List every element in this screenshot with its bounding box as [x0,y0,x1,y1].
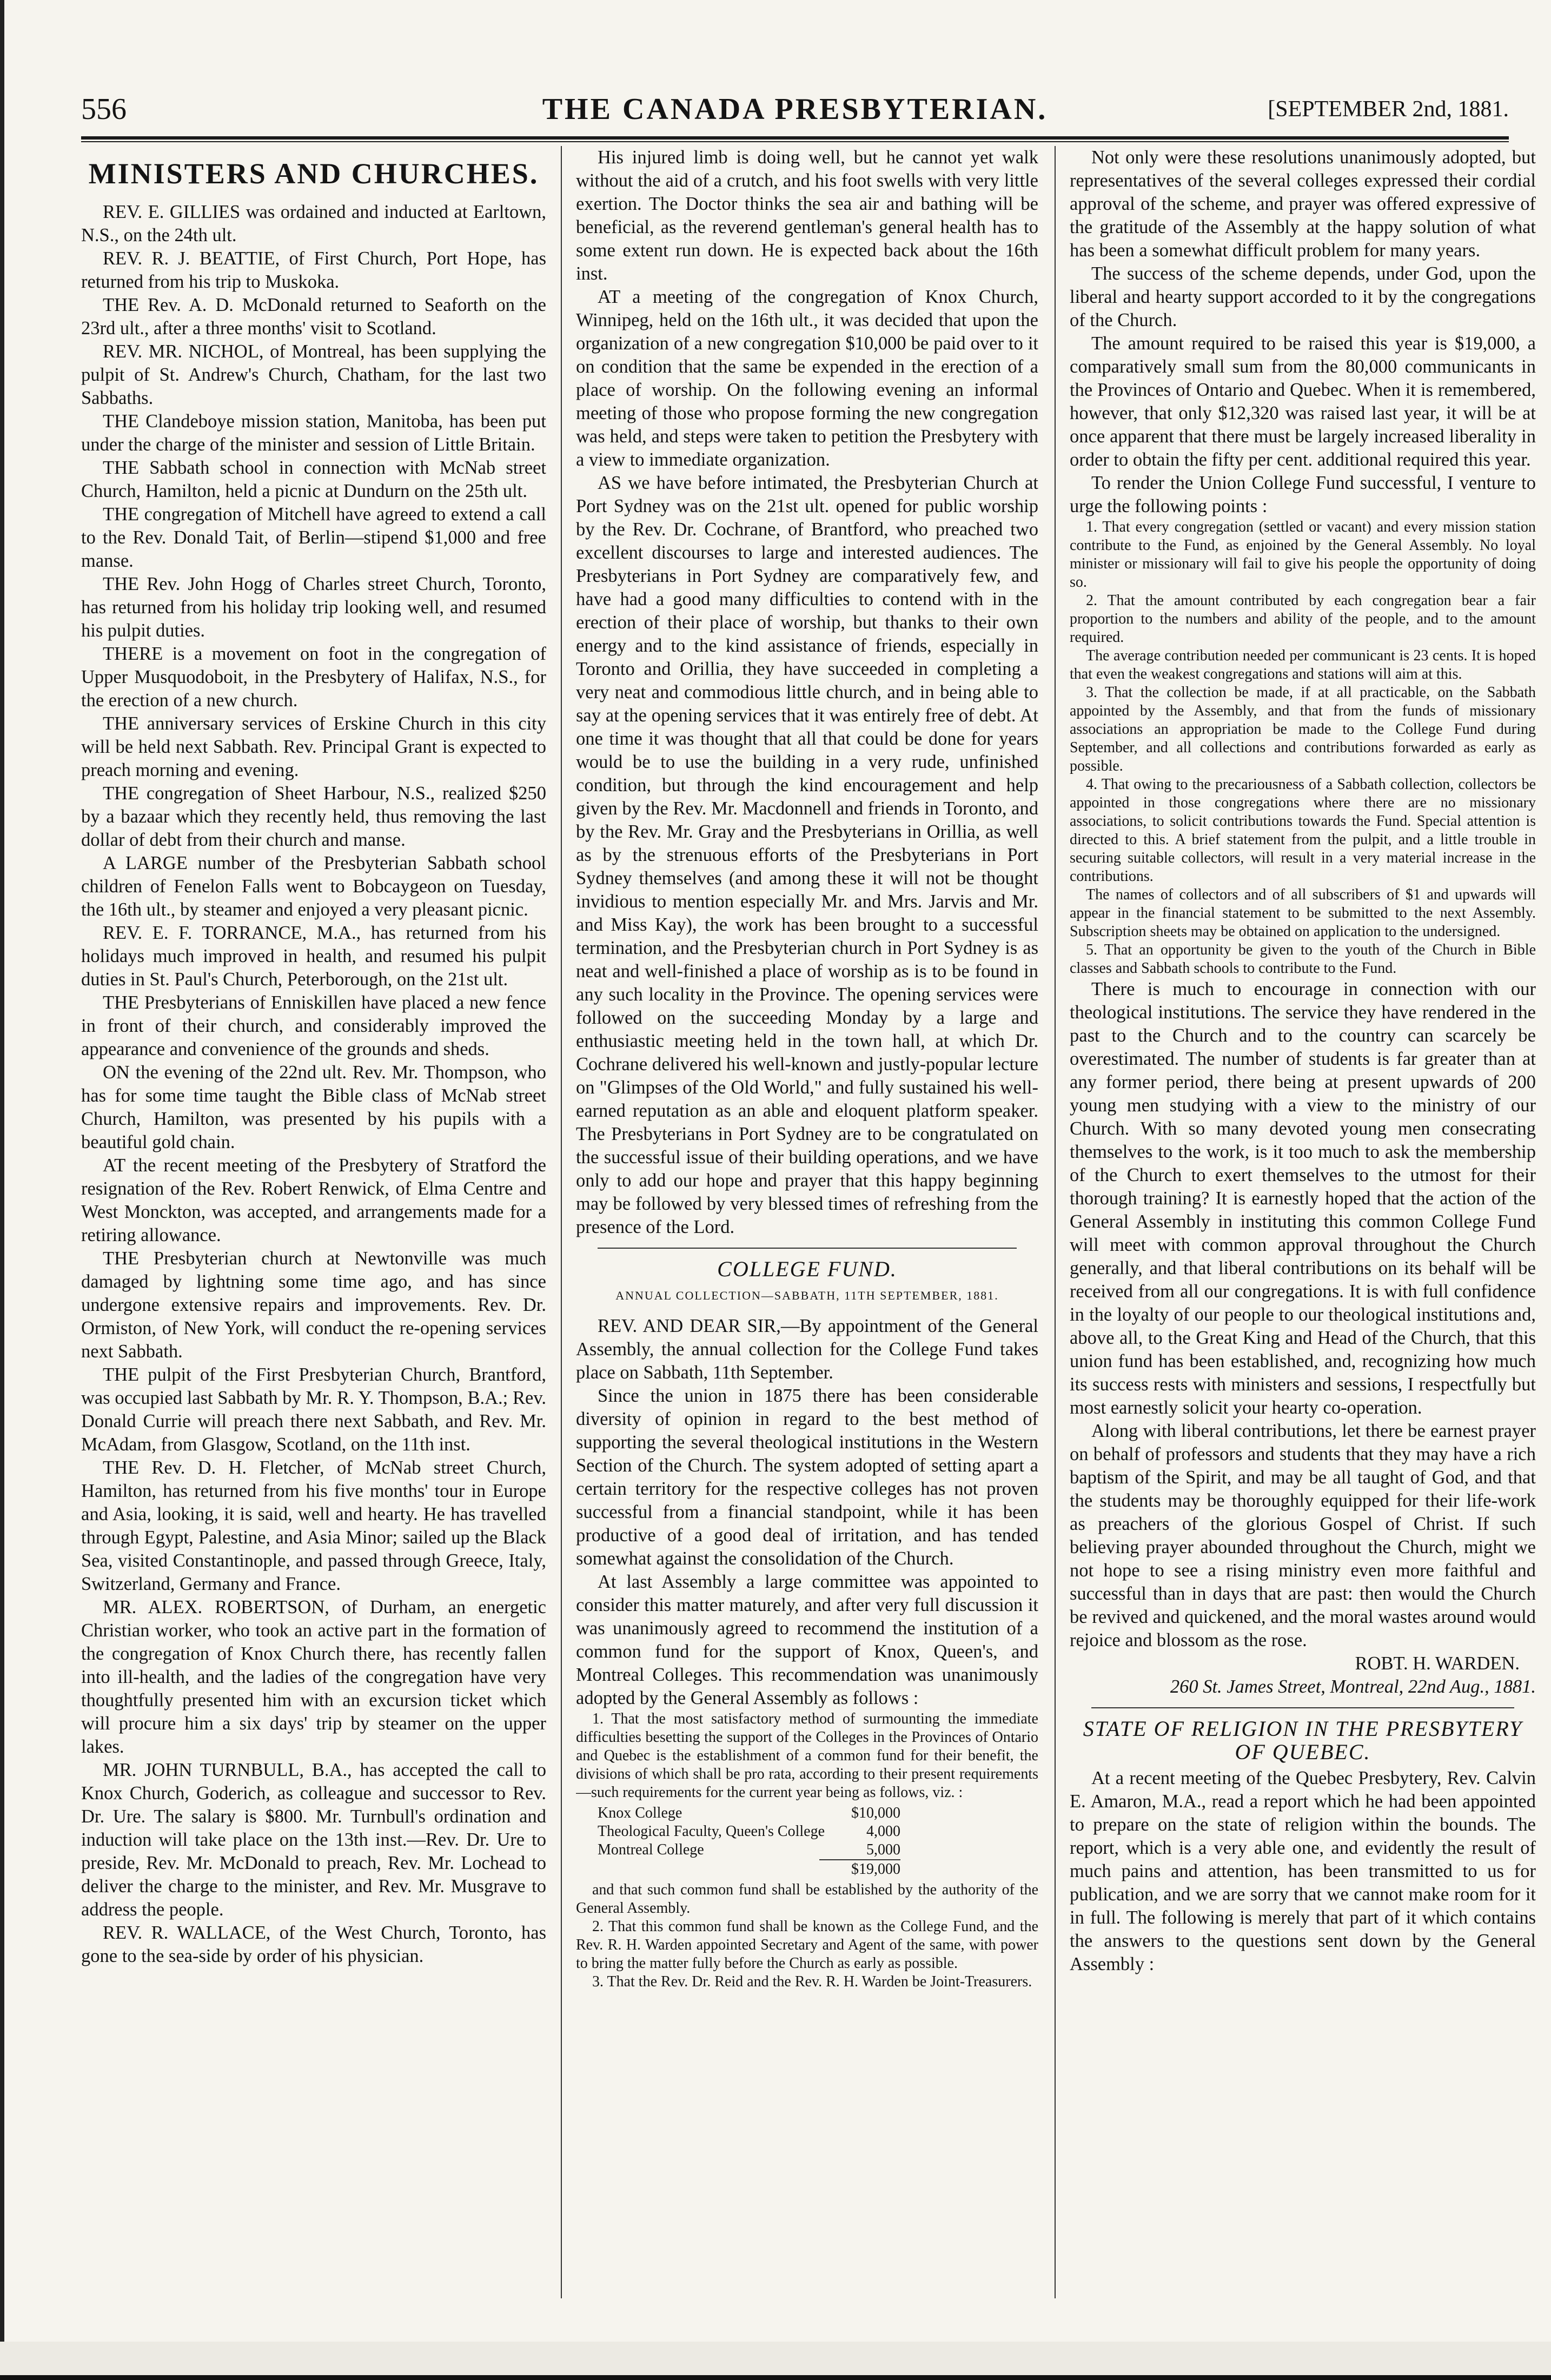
news-paragraph: ON the evening of the 22nd ult. Rev. Mr. Thompson, who has for some time taught the Bible class of McNab street Church, Hamilton, was presented by his pupils with a beautiful gold chain. [81,1062,546,1152]
fund-row-amount: 5,000 [866,1841,900,1858]
fund-appeal-closing [1070,978,1536,1652]
news-paragraph: THE Presbyterian church at Newtonville was much damaged by lightning some time ago, and has since undergone extensive repairs and improvements. Rev. Dr. Ormiston, of New York, will conduct the re-opening services next Sabbath. [81,1248,546,1362]
resolutions [576,1710,1038,1991]
scan-edge-left [0,0,4,2380]
letter-paragraph: Not only were these resolutions unanimously adopted, but representatives of the several colleges expressed their cordial approval of the scheme, and prayer was offered expressive of the gratitude of the Assembly at the happy solution of what has been a somewhat difficult problem for many years. [1070,147,1536,261]
fund-letter [576,1315,1038,1710]
column-divider [561,146,562,2298]
page-number: 556 [81,92,127,126]
scan-edge-bottom [0,2375,1551,2380]
resolution-3: 3. That the Rev. Dr. Reid and the Rev. R. H. Warden be Joint-Treasurers. [592,1973,1032,1990]
dateline: [SEPTEMBER 2nd, 1881. [1268,97,1509,122]
column-2 [576,146,1038,2298]
news-paragraph: His injured limb is doing well, but he cannot yet walk without the aid of a crutch, and his foot swells with very little exertion. The Doctor thinks the sea air and bathing will be beneficial, as the reverend gentleman's general health has to some extent run down. He is expected back about the 16th inst. [576,147,1038,284]
news-paragraph: THE Sabbath school in connection with McNab street Church, Hamilton, held a picnic at Dundurn on the 25th ult. [81,458,546,501]
news-paragraph: THE congregation of Sheet Harbour, N.S., realized $250 by a bazaar which they recently held, thus removing the last dollar of debt from their church and manse. [81,783,546,850]
news-paragraph: REV. R. J. BEATTIE, of First Church, Port Hope, has returned from his trip to Muskoka. [81,248,546,292]
fund-row-name: Knox College [598,1805,682,1821]
fund-row [598,1804,900,1822]
scan-margin-bottom [0,2342,1551,2380]
header-rule [81,136,1509,142]
letter-paragraph: There is much to encourage in connection with our theological institutions. The service they have rendered in the past to the Church and to the country can scarcely be overestimated. The number of students is far greater than at any former period, there being at present upwards of 200 young men studying with a view to the ministry of our Church. With so many devoted young men consecrating themselves to the work, is it too much to ask the membership of the Church to exert themselves to the utmost for their thorough training? It is earnestly hoped that the action of the General Assembly in instituting this common College Fund will meet with common approval throughout the Church generally, and that liberal contributions on its behalf will be received from all our congregations. It is with full confidence in the loyalty of our people to our theological institutions and, above all, to the Great King and Head of the Church, that this union fund has been established, and, recognizing how much its success rests with ministers and sessions, I respectfully but most earnestly solicit your hearty co-operation. [1070,979,1536,1418]
news-paragraph: MR. JOHN TURNBULL, B.A., has accepted the call to Knox Church, Goderich, as colleague and successor to Rev. Dr. Ure. The salary is $800. Mr. Turnbull's ordination and induction will take place on the 13th inst.—Rev. Dr. Ure to preside, Rev. Mr. McDonald to preach, Rev. Mr. Lochead to deliver the charge to the minister, and Rev. Mr. Musgrave to address the people. [81,1760,546,1920]
news-paragraph: THE Rev. A. D. McDonald returned to Seaforth on the 23rd ult., after a three months' visit to Scotland. [81,295,546,339]
section-title: MINISTERS AND CHURCHES. [88,157,539,190]
signature: ROBT. H. WARDEN. [1355,1653,1520,1674]
appeal-point: 4. That owing to the precariousness of a Sabbath collection, collectors be appointed in those congregations where there are no missionary associations, to solicit contributions towards the Fund. Special attention is directed to this. A brief statement from the pulpit, and a little trouble in securing suitable collectors, will result in a very material increase in the contributions. [1070,776,1536,885]
fund-table [598,1804,900,1879]
fund-appeal [1070,146,1536,518]
appeal-point: The average contribution needed per communicant is 23 cents. It is hoped that even the weakest congregations and stations will aim at this. [1070,647,1536,682]
news-paragraph: REV. E. F. TORRANCE, M.A., has returned from his holidays much improved in health, and resumed his pulpit duties in St. Paul's Church, Peterborough, on the 21st ult. [81,923,546,990]
letter-paragraph: Along with liberal contributions, let there be earnest prayer on behalf of professors and students that they may have a rich baptism of the Spirit, and may be all taught of God, and that the students may be thoroughly equipped for their life-work as preachers of the glorious Gospel of Christ. If such believing prayer abounded throughout the Church, might we not hope to see a rising ministry even more faithful and successful than in days that are past: then would the Church be revived and quickened, and the moral wastes around would rejoice and blossom as the rose. [1070,1421,1536,1650]
letter-paragraph: Since the union in 1875 there has been considerable diversity of opinion in regard to the best method of supporting the several theological institutions in the Western Section of the Church. The system adopted of setting apart a certain territory for the respective colleges has not proven successful from a financial standpoint, while it has been productive of a good deal of irritation, and has tended somewhat against the consolidation of the Church. [576,1385,1038,1569]
news-paragraph: THERE is a movement on foot in the congregation of Upper Musquodoboit, in the Presbytery of Halifax, N.S., for the erection of a new church. [81,644,546,711]
news-paragraph: THE Presbyterians of Enniskillen have placed a new fence in front of their church, and considerably improved the appearance and convenience of the grounds and sheds. [81,992,546,1059]
fund-row-amount: $10,000 [851,1805,900,1821]
resolution-note: and that such common fund shall be established by the authority of the General Assembly. [576,1881,1038,1917]
resolution-2: 2. That this common fund shall be known as the College Fund, and the Rev. R. H. Warden appointed Secretary and Agent of the same, with power to bring the matter fully before the Church as early as possible. [576,1918,1038,1972]
news-items [576,146,1038,1239]
letter-paragraph: The amount required to be raised this year is $19,000, a comparatively small sum from the 80,000 communicants in the Provinces of Ontario and Quebec. When it is remembered, however, that only $12,320 was raised last year, it will be at once apparent that there must be largely increased liberality in order to obtain the fifty per cent. additional required this year. [1070,333,1536,470]
news-paragraph: AS we have before intimated, the Presbyterian Church at Port Sydney was on the 21st ult. opened for public worship by the Rev. Dr. Cochrane, of Brantford, who preached two excellent discourses to large and interested audiences. The Presbyterians in Port Sydney are comparatively few, and have had a good many difficulties to contend with in the erection of their place of worship, but thanks to their own energy and to the kind assistance of friends, especially in Toronto and Orillia, they have succeeded in completing a very neat and commodious little church, and in being able to say at the opening services that it was entirely free of debt. At one time it was thought that all that could be done for years would be to use the building in a very rude, unfinished condition, but through the kind encouragement and help given by the Rev. Mr. Macdonnell and friends in Toronto, and by the Rev. Mr. Gray and the Presbyterians in Orillia, as well as by the strenuous efforts of the Presbyterians in Port Sydney themselves (and among these it will not be thought invidious to mention especially Mr. and Mrs. Jarvis and Mr. and Miss Kay), the work has been brought to a successful termination, and the Presbyterian church in Port Sydney is as neat and well-finished a place of worship as is to be found in any such locality in the Province. The opening services were followed on the succeeding Monday by a large and enthusiastic meeting held in the town hall, at which Dr. Cochrane delivered his well-known and justly-popular lecture on "Glimpses of the Old World," and fully sustained his well-earned reputation as an able and eloquent platform speaker. The Presbyterians in Port Sydney are to be congratulated on the successful issue of their building operations, and we have only to add our hope and prayer that this happy beginning may be followed by very blessed times of refreshing from the presence of the Lord. [576,473,1038,1237]
news-paragraph: MR. ALEX. ROBERTSON, of Durham, an energetic Christian worker, who took an active part in the formation of the congregation of Knox Church there, has recently fallen into ill-health, and the ladies of the congregation have very thoughtfully presented him with an excursion ticket which will procure him a six days' trip by steamer on the upper lakes. [81,1597,546,1757]
appeal-point: The names of collectors and of all subscribers of $1 and upwards will appear in the financial statement to be submitted to the next Assembly. Subscription sheets may be obtained on application to the undersigned. [1070,886,1536,940]
appeal-point: 5. That an opportunity be given to the youth of the Church in Bible classes and Sabbath schools to contribute to the Fund. [1070,942,1536,977]
fund-total: $19,000 [819,1859,900,1879]
signature-address: 260 St. James Street, Montreal, 22nd Aug., 1881. [1170,1676,1536,1697]
masthead-title: THE CANADA PRESBYTERIAN. [542,92,1048,126]
news-paragraph: THE anniversary services of Erskine Church in this city will be held next Sabbath. Rev. Principal Grant is expected to preach morning and evening. [81,713,546,780]
fund-row [598,1841,900,1859]
letter-paragraph: To render the Union College Fund successful, I venture to urge the following points : [1070,473,1536,516]
column-divider [1055,146,1056,2298]
news-paragraph: THE Clandeboye mission station, Manitoba, has been put under the charge of the minister and session of Little Britain. [81,411,546,455]
column-1 [81,146,546,2298]
news-paragraph: AT a meeting of the congregation of Knox Church, Winnipeg, held on the 16th ult., it was decided that upon the organization of a new congregation $10,000 be paid over to it on condition that the same be expended in the erection of a place of worship. On the following evening an informal meeting of those who propose forming the new congregation was held, and steps were taken to petition the Presbytery with a view to immediate organization. [576,287,1038,470]
news-items [81,201,546,1968]
news-paragraph: REV. R. WALLACE, of the West Church, Toronto, has gone to the sea-side by order of his physician. [81,1922,546,1966]
fund-row-amount: 4,000 [866,1823,900,1840]
page-header [81,92,1509,135]
letter-paragraph: At last Assembly a large committee was appointed to consider this matter maturely, and after very full discussion it was unanimously agreed to recommend the institution of a common fund for the support of Knox, Queen's, and Montreal Colleges. This recommendation was unanimously adopted by the General Assembly as follows : [576,1572,1038,1708]
letter-paragraph: The success of the scheme depends, under God, upon the liberal and hearty support accorded to it by the congregations of the Church. [1070,263,1536,330]
news-paragraph: AT the recent meeting of the Presbytery of Stratford the resignation of the Rev. Robert Renwick, of Elma Centre and West Monckton, was accepted, and arrangements made for a retiring allowance. [81,1155,546,1245]
appeal-point: 2. That the amount contributed by each congregation bear a fair proportion to the numbers and ability of the people, and to the amount required. [1070,592,1536,646]
state-of-religion-title: STATE OF RELIGION IN THE PRESBYTERY OF QUEBEC. [1083,1716,1523,1764]
resolution-1: 1. That the most satisfactory method of surmounting the immediate difficulties besetting the support of the Colleges in the Provinces of Ontario and Quebec is the establishment of a common fund for their benefit, the divisions of which shall be pro rata, according to their present requirements—such requirements for the current year being as follows, viz. : [576,1711,1038,1801]
section-rule [1091,1707,1514,1708]
appeal-point: 1. That every congregation (settled or vacant) and every mission station contribute to the Fund, as enjoined by the General Assembly. No loyal minister or missionary will fail to give his people the opportunity of doing so. [1070,519,1536,591]
appeal-point: 3. That the collection be made, if at all practicable, on the Sabbath appointed by the Assembly, and that from the funds of missionary associations an appropriation be made to the College Fund during September, and all collections and contributions forwarded as early as possible. [1070,684,1536,774]
section-rule [598,1248,1017,1249]
fund-row [598,1822,900,1841]
news-paragraph: A LARGE number of the Presbyterian Sabbath school children of Fenelon Falls went to Bobcaygeon on Tuesday, the 16th ult., by steamer and enjoyed a very pleasant picnic. [81,853,546,920]
fund-title: COLLEGE FUND. [717,1257,897,1281]
column-3 [1070,146,1536,2298]
news-paragraph: REV. E. GILLIES was ordained and inducted at Earltown, N.S., on the 24th ult. [81,202,546,246]
letter-paragraph: REV. AND DEAR SIR,—By appointment of the General Assembly, the annual collection for the College Fund takes place on Sabbath, 11th September. [576,1316,1038,1383]
news-paragraph: THE pulpit of the First Presbyterian Church, Brantford, was occupied last Sabbath by Mr. R. Y. Thompson, B.A.; Rev. Donald Currie will preach there next Sabbath, and Rev. Mr. McAdam, from Glasgow, Scotland, on the 11th inst. [81,1364,546,1455]
fund-subtitle: ANNUAL COLLECTION—SABBATH, 11TH SEPTEMBER, 1881. [615,1289,999,1302]
news-paragraph: REV. MR. NICHOL, of Montreal, has been supplying the pulpit of St. Andrew's Church, Chatham, for the last two Sabbaths. [81,341,546,408]
news-paragraph: THE Rev. John Hogg of Charles street Church, Toronto, has returned from his holiday trip looking well, and resumed his pulpit duties. [81,574,546,641]
fund-row-name: Theological Faculty, Queen's College [598,1823,825,1840]
news-paragraph: THE congregation of Mitchell have agreed to extend a call to the Rev. Donald Tait, of Berlin—stipend $1,000 and free manse. [81,504,546,571]
news-paragraph: THE Rev. D. H. Fletcher, of McNab street Church, Hamilton, has returned from his five months' tour in Europe and Asia, looking, it is said, well and hearty. He has travelled through Egypt, Palestine, and Asia Minor; sailed up the Black Sea, visited Constantinople, and passed through Greece, Italy, Switzerland, Germany and France. [81,1457,546,1594]
state-of-religion-text: At a recent meeting of the Quebec Presbytery, Rev. Calvin E. Amaron, M.A., read a report which he had been appointed to prepare on the state of religion within the bounds. The report, which is a very able one, and evidently the result of much pains and attention, has been transmitted to us for publication, and we are sorry that we cannot make room for it in full. The following is merely that part of it which contains the answers to the questions sent down by the General Assembly : [1070,1768,1536,1974]
fund-row-name: Montreal College [598,1841,704,1858]
appeal-points [1070,518,1536,978]
